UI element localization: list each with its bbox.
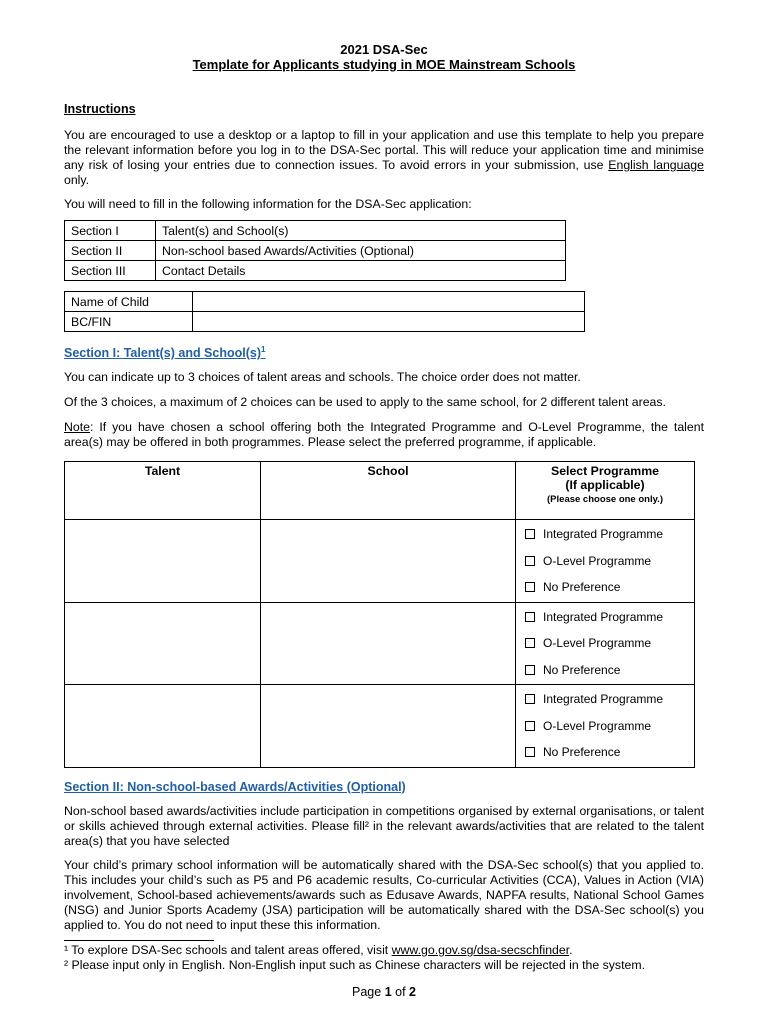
section-label: Section II: [65, 241, 156, 261]
section-description: Contact Details: [156, 261, 566, 281]
child-name-field[interactable]: [193, 292, 585, 312]
footnote-1-text: ¹ To explore DSA-Sec schools and talent areas offered, visit: [64, 943, 392, 957]
checkbox-icon[interactable]: [525, 582, 535, 592]
table-row: [65, 292, 585, 312]
instructions-text: You are encouraged to use a desktop or a laptop to fill in your application and use this template to help you prepare the relevant information before you log in to the DSA-Sec portal. This will reduce your application time and minimise any risk of losing your entries due to connection issues. To avoid errors in your submission, use: [64, 128, 704, 172]
integrated-programme-option[interactable]: [517, 604, 693, 631]
instructions-list-intro: You will need to fill in the following information for the DSA-Sec application:: [64, 197, 472, 211]
page-number: [0, 985, 768, 999]
programme-header-title: Select Programme: [551, 464, 659, 479]
sections-table: [64, 220, 566, 281]
olevel-programme-option[interactable]: [517, 713, 693, 740]
document-page: [64, 0, 704, 933]
programme-cell: [516, 520, 695, 603]
table-row: [65, 241, 566, 261]
bcfin-label: BC/FIN: [65, 312, 193, 332]
footnote-divider: [64, 940, 214, 941]
integrated-programme-option[interactable]: [517, 521, 693, 548]
checkbox-icon[interactable]: [525, 665, 535, 675]
section2-paragraph-2: Your child’s primary school information will be automatically shared with the DSA-Sec school(s) that you applied to. This includes your child’s such as P5 and P6 academic results, Co-curricular Activities (CCA), Values in Action (VIA) involvement, School-based achievements/awards such as Edusave Awards, NAPFA results, National School Games (NSG) and Junior Sports Academy (JSA) participation will be automatically shared with the DSA-Sec school(s) you applied to. You do not need to input these this information.: [64, 857, 704, 932]
talent-column-header: Talent: [65, 462, 261, 520]
table-row: [65, 602, 695, 685]
section-label: Section III: [65, 261, 156, 281]
school-cell[interactable]: [261, 685, 516, 768]
section1-heading: [64, 345, 704, 360]
programme-header-sub: (If applicable): [565, 478, 645, 493]
child-info-table: [64, 291, 585, 332]
section2-paragraph-1: Non-school based awards/activities include participation in competitions organised by external organisations, or talent or skills achieved through external activities. Please fill² in the relevant awards/activities that are related to the talent area(s) that you have selected: [64, 803, 704, 848]
checkbox-icon[interactable]: [525, 694, 535, 704]
page-of: of: [391, 985, 410, 999]
option-label: No Preference: [543, 662, 621, 677]
no-preference-option[interactable]: [517, 657, 693, 684]
talent-cell[interactable]: [65, 685, 261, 768]
option-label: O-Level Programme: [543, 636, 652, 651]
option-label: Integrated Programme: [543, 527, 664, 542]
option-label: Integrated Programme: [543, 692, 664, 707]
bcfin-field[interactable]: [193, 312, 585, 332]
footnotes: [64, 940, 704, 973]
section1-note: [64, 420, 704, 450]
page-prefix: Page: [352, 985, 385, 999]
section1-paragraph-1: You can indicate up to 3 choices of talent areas and schools. The choice order does not matter.: [64, 370, 581, 385]
footnote-ref-1: 1: [261, 345, 266, 354]
table-row: [65, 261, 566, 281]
section-description: Talent(s) and School(s): [156, 221, 566, 241]
footnote-2: ² Please input only in English. Non-English input such as Chinese characters will be rejected in the system.: [64, 958, 645, 972]
section-label: Section I: [65, 221, 156, 241]
olevel-programme-option[interactable]: [517, 548, 693, 575]
english-language-emphasis: English language: [608, 158, 704, 172]
school-cell[interactable]: [261, 602, 516, 685]
instructions-text-end: only.: [64, 173, 90, 187]
option-label: No Preference: [543, 580, 621, 595]
footnote-1-end: .: [569, 943, 573, 957]
school-cell[interactable]: [261, 520, 516, 603]
olevel-programme-option[interactable]: [517, 630, 693, 657]
section1-heading-text: Section I: Talent(s) and School(s): [64, 346, 262, 361]
dsa-school-finder-link[interactable]: www.go.gov.sg/dsa-secschfinder: [391, 943, 570, 957]
document-title: 2021 DSA-Sec: [340, 42, 428, 57]
document-subtitle: Template for Applicants studying in MOE Mainstream Schools: [192, 57, 576, 72]
table-row: [65, 520, 695, 603]
table-row: [65, 221, 566, 241]
page-total: 2: [409, 985, 416, 999]
checkbox-icon[interactable]: [525, 721, 535, 731]
option-label: O-Level Programme: [543, 553, 652, 568]
option-label: O-Level Programme: [543, 718, 652, 733]
school-column-header: School: [261, 462, 516, 520]
section2-heading: Section II: Non-school-based Awards/Activities (Optional): [64, 779, 406, 794]
talent-cell[interactable]: [65, 520, 261, 603]
programme-column-header: [516, 462, 695, 520]
option-label: Integrated Programme: [543, 609, 664, 624]
instructions-heading: Instructions: [64, 102, 136, 116]
instructions-paragraph: [64, 128, 704, 188]
checkbox-icon[interactable]: [525, 638, 535, 648]
no-preference-option[interactable]: [517, 574, 693, 601]
programme-cell: [516, 602, 695, 685]
page-current: 1: [384, 985, 392, 999]
talent-cell[interactable]: [65, 602, 261, 685]
note-text: : If you have chosen a school offering both the Integrated Programme and O-Level Programme, the talent area(s) may be offered in both programmes. Please select the preferred programme, if applicable.: [64, 420, 704, 450]
table-row: [65, 312, 585, 332]
programme-cell: [516, 685, 695, 768]
footnote-1: [64, 943, 704, 958]
section1-paragraph-2: Of the 3 choices, a maximum of 2 choices can be used to apply to the same school, for 2 different talent areas.: [64, 395, 666, 410]
checkbox-icon[interactable]: [525, 529, 535, 539]
section-description: Non-school based Awards/Activities (Optional): [156, 241, 566, 261]
option-label: No Preference: [543, 745, 621, 760]
note-label: Note: [64, 420, 90, 435]
programme-header-note: (Please choose one only.): [547, 494, 663, 506]
table-row: [65, 685, 695, 768]
integrated-programme-option[interactable]: [517, 686, 693, 713]
no-preference-option[interactable]: [517, 739, 693, 766]
checkbox-icon[interactable]: [525, 612, 535, 622]
checkbox-icon[interactable]: [525, 556, 535, 566]
table-header-row: [65, 462, 695, 520]
child-name-label: Name of Child: [65, 292, 193, 312]
talent-school-table: [64, 461, 695, 768]
checkbox-icon[interactable]: [525, 747, 535, 757]
